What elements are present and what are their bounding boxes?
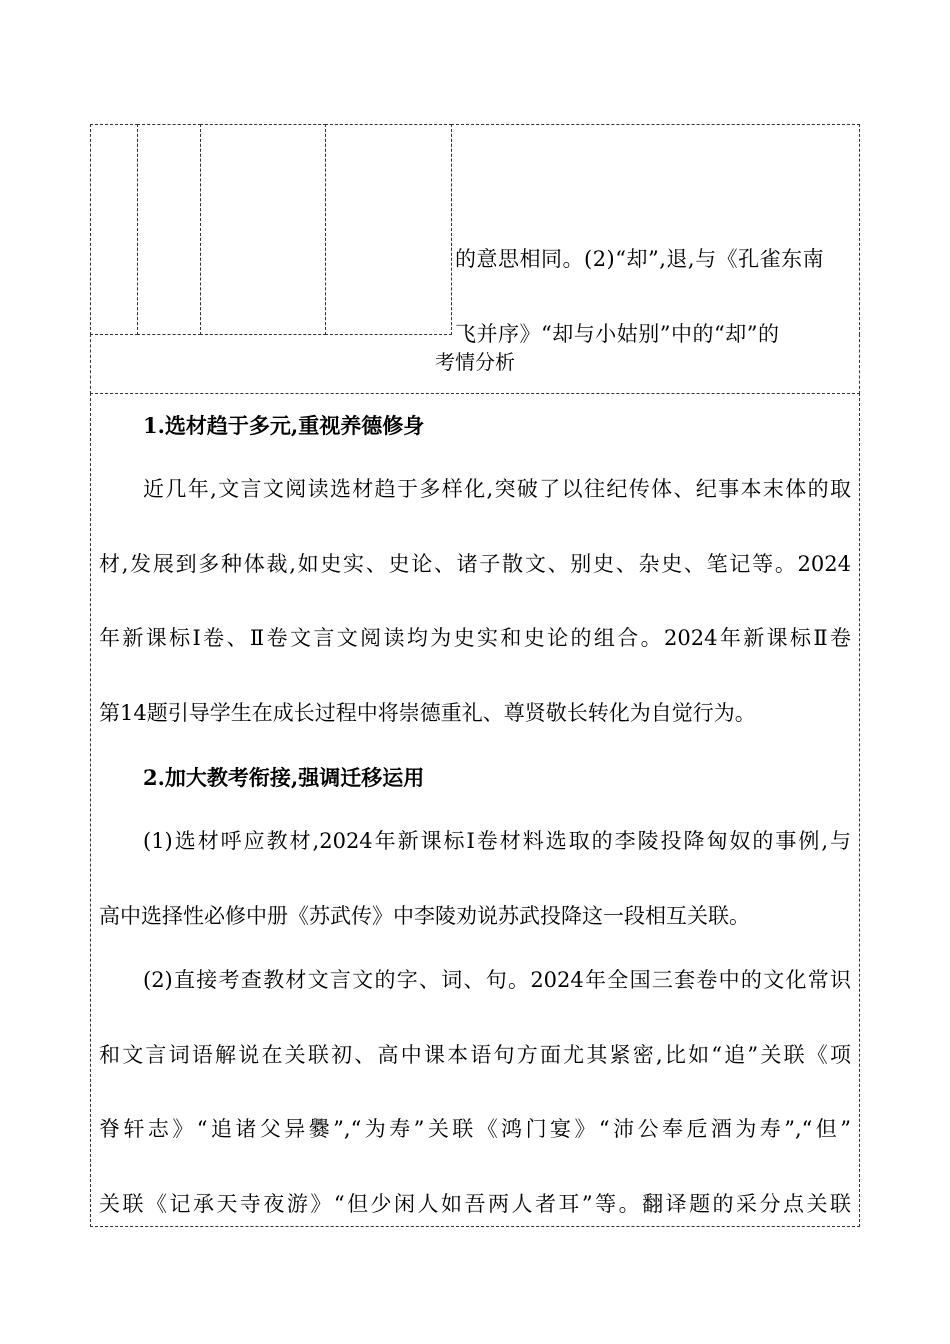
table-cell	[90, 124, 138, 335]
fragment-text: 的意思相同。(2)“却”,退,与《孔雀东南	[455, 247, 825, 271]
point2-heading: 2.加大教考衔接,强调迁移运用	[143, 765, 425, 790]
analysis-body	[90, 393, 860, 1227]
paragraph-line: 脊轩志》“追诸父异爨”,“为寿”关联《鸿门宴》“沛公奉卮酒为寿”,“但”	[99, 1117, 851, 1141]
table-cell	[325, 124, 452, 335]
point1-heading: 1.选材趋于多元,重视养德修身	[143, 413, 425, 438]
table-cell	[451, 124, 860, 335]
section-title: 考情分析	[435, 350, 515, 374]
table-cell	[200, 124, 326, 335]
paragraph-line: (2)直接考查教材文言文的字、词、句。2024年全国三套卷中的文化常识	[143, 968, 851, 992]
table-cell	[137, 124, 201, 335]
paragraph-line: 关联《记承天寺夜游》“但少闲人如吾两人者耳”等。翻译题的采分点关联	[99, 1192, 851, 1216]
top-fragment-table	[90, 124, 860, 335]
paragraph-line: 高中选择性必修中册《苏武传》中李陵劝说苏武投降这一段相互关联。	[99, 904, 750, 928]
fragment-text: 飞并序》“却与小姑别”中的“却”的	[455, 322, 780, 346]
paragraph-line: 第14题引导学生在成长过程中将崇德重礼、尊贤敬长转化为自觉行为。	[99, 701, 756, 725]
paragraph-line: 材,发展到多种体裁,如史实、史论、诸子散文、别史、杂史、笔记等。2024	[99, 552, 851, 576]
paragraph-line: 近几年,文言文阅读选材趋于多样化,突破了以往纪传体、纪事本末体的取	[143, 477, 851, 501]
paragraph-line: 年新课标Ⅰ卷、Ⅱ卷文言文阅读均为史实和史论的组合。2024年新课标Ⅱ卷	[99, 626, 851, 650]
paragraph-line: 和文言词语解说在关联初、高中课本语句方面尤其紧密,比如“追”关联《项	[99, 1043, 851, 1067]
section-header	[90, 334, 860, 394]
paragraph-line: (1)选材呼应教材,2024年新课标Ⅰ卷材料选取的李陵投降匈奴的事例,与	[143, 829, 851, 853]
